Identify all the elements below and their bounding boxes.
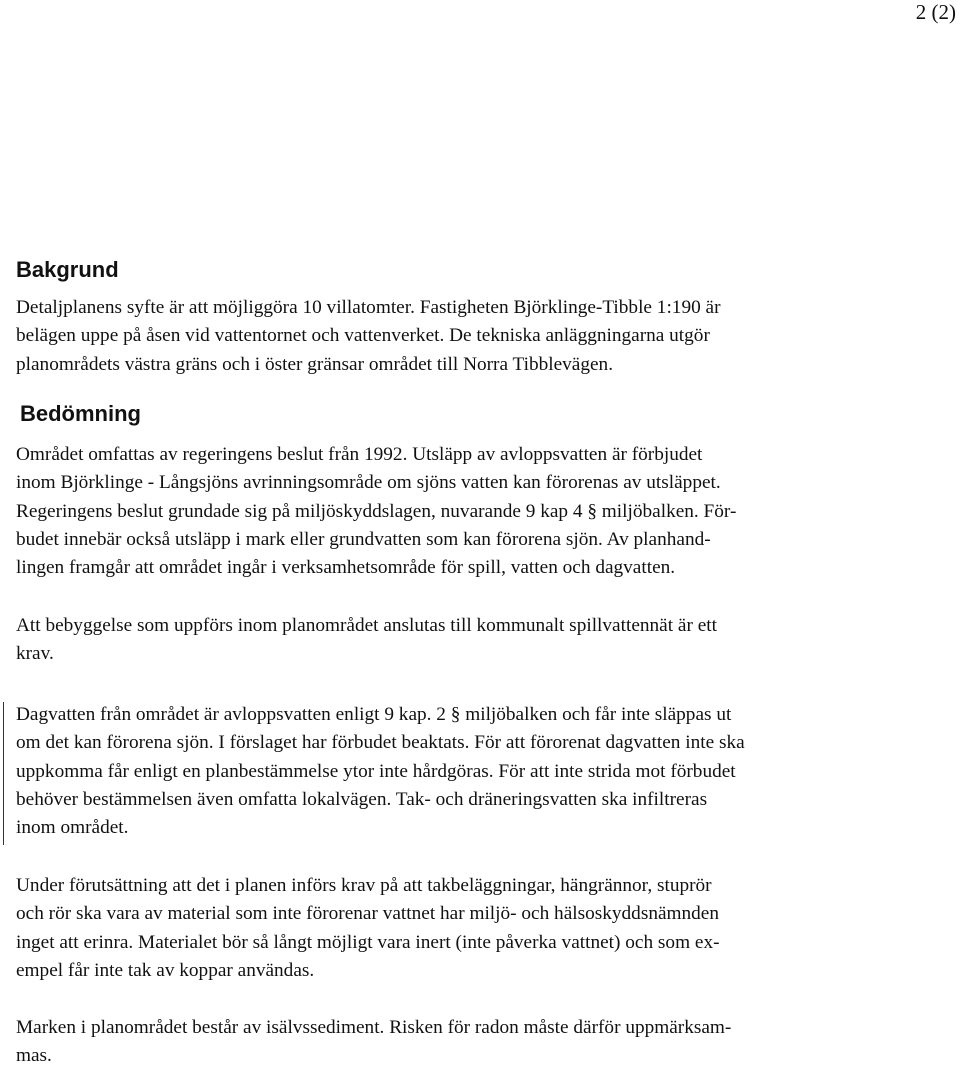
- text-line: budet innebär också utsläpp i mark eller grundvatten som kan förorena sjön. Av planhand-: [16, 528, 711, 550]
- text-line: krav.: [16, 643, 54, 665]
- text-line: Regeringens beslut grundade sig på miljöskyddslagen, nuvarande 9 kap 4 § miljöbalken. För-: [16, 500, 737, 522]
- section-heading-bedomning: Bedömning: [20, 401, 141, 426]
- text-line: behöver bestämmelsen även omfatta lokalvägen. Tak- och dräneringsvatten ska infiltreras: [16, 788, 708, 810]
- text-line: uppkomma får enligt en planbestämmelse ytor inte hårdgöras. För att inte strida mot förbudet: [16, 760, 736, 782]
- text-line: och rör ska vara av material som inte förorenar vattnet har miljö- och hälsoskyddsnämnden: [16, 903, 720, 925]
- text-line: Att bebyggelse som uppförs inom planområdet anslutas till kommunalt spillvattennät är ett: [16, 615, 717, 636]
- text-line: om det kan förorena sjön. I förslaget har förbudet beaktats. För att förorenat dagvatten inte ska: [16, 732, 745, 754]
- text-line: lingen framgår att området ingår i verksamhetsområde för spill, vatten och dagvatten.: [16, 557, 676, 579]
- text-line: inom området.: [16, 817, 129, 839]
- paragraph-background: [16, 294, 956, 379]
- text-line: Under förutsättning att det i planen införs krav på att takbeläggningar, hängrännor, stuprör: [16, 875, 712, 896]
- text-line: Området omfattas av regeringens beslut från 1992. Utsläpp av avloppsvatten är förbjudet: [16, 444, 703, 465]
- text-line: Dagvatten från området är avloppsvatten enligt 9 kap. 2 § miljöbalken och får inte släppas ut: [16, 704, 732, 725]
- page-number: 2 (2): [915, 0, 956, 24]
- paragraph-roof-materials: [16, 872, 956, 985]
- text-line: inget att erinra. Materialet bör så långt möjligt vara inert (inte påverka vattnet) och som ex-: [16, 931, 720, 953]
- section-heading-bakgrund: Bakgrund: [16, 257, 119, 282]
- text-line: planområdets västra gräns och i öster gränsar området till Norra Tibblevägen.: [16, 353, 614, 375]
- paragraph-stormwater: [16, 701, 956, 842]
- text-line: inom Björklinge - Långsjöns avrinningsområde om sjöns vatten kan förorenas av utsläppet.: [16, 472, 721, 494]
- paragraph-sewer-connection: [16, 612, 956, 669]
- revision-bar: [3, 702, 4, 845]
- text-line: Marken i planområdet består av isälvssediment. Risken för radon måste därför uppmärksam-: [16, 1017, 732, 1038]
- paragraph-regulation: [16, 441, 956, 582]
- text-line: mas.: [16, 1045, 52, 1067]
- text-line: Detaljplanens syfte är att möjliggöra 10 villatomter. Fastigheten Björklinge-Tibble 1:190 är: [16, 297, 721, 318]
- text-line: empel får inte tak av koppar användas.: [16, 959, 315, 981]
- paragraph-radon: [16, 1014, 956, 1071]
- text-line: belägen uppe på åsen vid vattentornet och vattenverket. De tekniska anläggningarna utgör: [16, 325, 710, 347]
